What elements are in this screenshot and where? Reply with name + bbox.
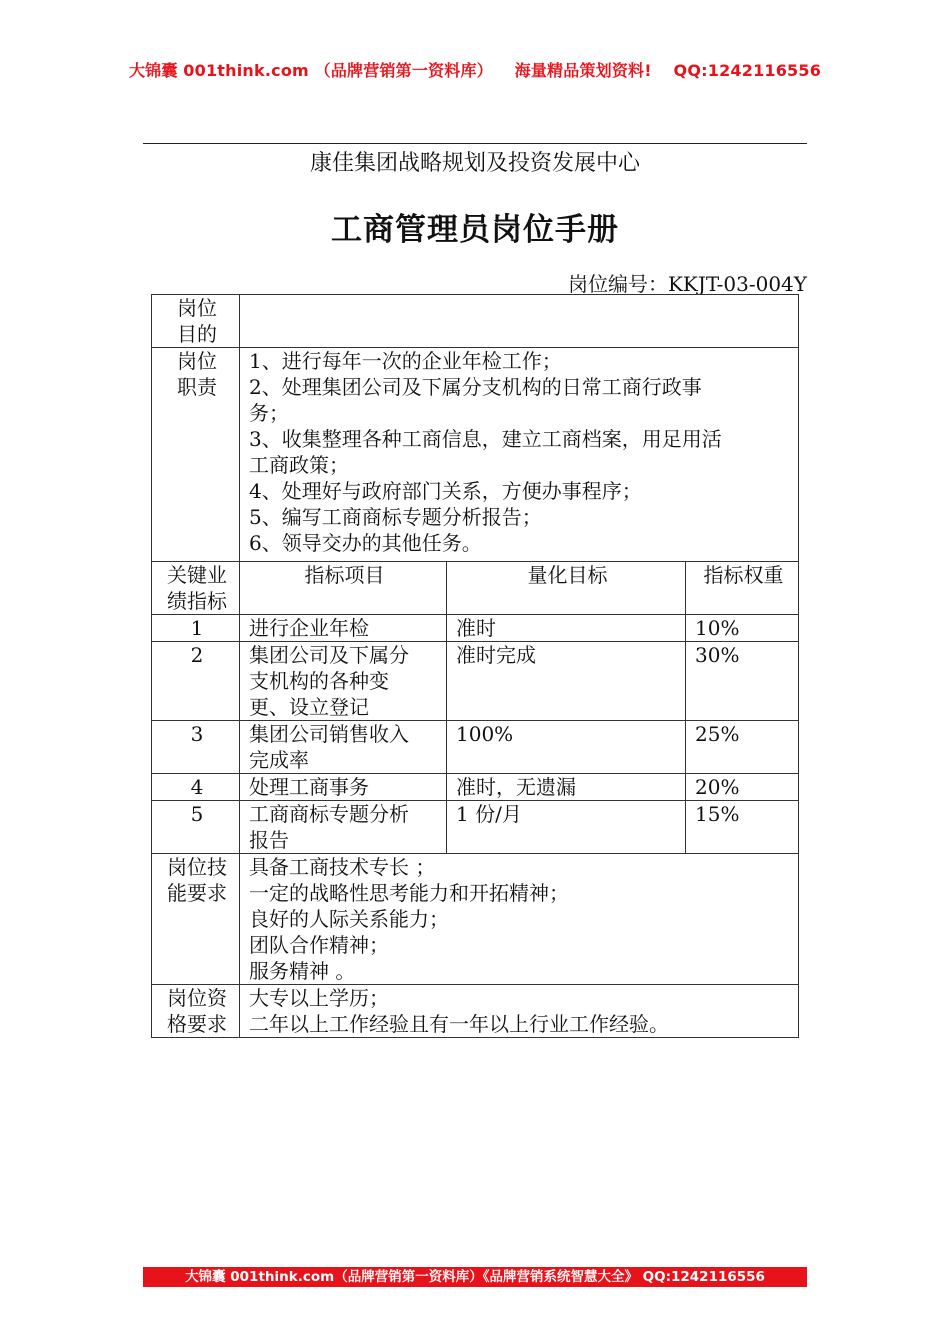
kpi-weight: 15% [686, 801, 799, 854]
header-divider [143, 143, 807, 144]
duty-line: 6、领导交办的其他任务。 [249, 531, 482, 555]
header-brand: 大锦囊 001think.com （品牌营销第一资料库） [128, 61, 493, 80]
job-manual-table [151, 294, 799, 1038]
kpi-target: 100% [447, 721, 686, 774]
kpi-weight: 10% [686, 615, 799, 642]
duty-line: 1、进行每年一次的企业年检工作； [249, 349, 562, 373]
purpose-label: 岗位 目的 [152, 295, 240, 348]
kpi-row [152, 642, 799, 721]
qualification-line: 二年以上工作经验且有一年以上行业工作经验。 [249, 1012, 669, 1036]
kpi-row [152, 774, 799, 801]
kpi-item: 进行企业年检 [240, 615, 447, 642]
skill-line: 一定的战略性思考能力和开拓精神； [249, 881, 569, 905]
qualifications-label: 岗位资 格要求 [152, 985, 240, 1038]
kpi-weight: 25% [686, 721, 799, 774]
kpi-label: 关键业 绩指标 [152, 562, 240, 615]
kpi-target-header: 量化目标 [447, 562, 686, 615]
kpi-number: 3 [152, 721, 240, 774]
duty-line: 5、编写工商商标专题分析报告； [249, 505, 542, 529]
header-qq: QQ:1242116556 [673, 61, 822, 80]
skill-line: 良好的人际关系能力； [249, 907, 449, 931]
purpose-content [240, 295, 799, 348]
kpi-target: 准时 [447, 615, 686, 642]
skill-line: 团队合作精神； [249, 933, 389, 957]
skill-line: 服务精神 。 [249, 959, 356, 983]
duties-content [240, 348, 799, 562]
position-code: 岗位编号：KKJT-03-004Y [567, 272, 807, 296]
kpi-item: 工商商标专题分析 报告 [240, 801, 447, 854]
kpi-target: 准时，无遗漏 [447, 774, 686, 801]
footer-banner: 大锦囊 001think.com（品牌营销第一资料库）《品牌营销系统智慧大全》 QQ:1242116556 [143, 1267, 807, 1287]
header-slogan: 海量精品策划资料! [514, 61, 652, 80]
skill-line: 具备工商技术专长 ； [249, 855, 436, 879]
kpi-row [152, 721, 799, 774]
qualifications-content [240, 985, 799, 1038]
row-qualifications [152, 985, 799, 1038]
duty-line: 工商政策； [249, 453, 349, 477]
duty-line: 2、处理集团公司及下属分支机构的日常工商行政事 [249, 375, 702, 399]
duty-line: 务； [249, 401, 289, 425]
kpi-target: 1 份/月 [447, 801, 686, 854]
duties-label: 岗位 职责 [152, 348, 240, 562]
row-purpose [152, 295, 799, 348]
kpi-target: 准时完成 [447, 642, 686, 721]
skills-label: 岗位技 能要求 [152, 854, 240, 985]
duty-line: 4、处理好与政府部门关系，方便办事程序； [249, 479, 642, 503]
organization-name: 康佳集团战略规划及投资发展中心 [309, 151, 640, 176]
row-duties [152, 348, 799, 562]
kpi-row [152, 801, 799, 854]
kpi-item: 集团公司销售收入 完成率 [240, 721, 447, 774]
kpi-number: 2 [152, 642, 240, 721]
kpi-item: 集团公司及下属分 支机构的各种变 更、设立登记 [240, 642, 447, 721]
kpi-number: 5 [152, 801, 240, 854]
skills-content [240, 854, 799, 985]
kpi-row [152, 615, 799, 642]
kpi-item-header: 指标项目 [240, 562, 447, 615]
duty-line: 3、收集整理各种工商信息，建立工商档案，用足用活 [249, 427, 722, 451]
kpi-weight: 20% [686, 774, 799, 801]
kpi-item: 处理工商事务 [240, 774, 447, 801]
kpi-number: 1 [152, 615, 240, 642]
kpi-weight-header: 指标权重 [686, 562, 799, 615]
kpi-number: 4 [152, 774, 240, 801]
header-banner [0, 58, 950, 81]
row-skills [152, 854, 799, 985]
row-kpi-header [152, 562, 799, 615]
qualification-line: 大专以上学历； [249, 986, 389, 1010]
document-title: 工商管理员岗位手册 [331, 212, 619, 248]
kpi-weight: 30% [686, 642, 799, 721]
